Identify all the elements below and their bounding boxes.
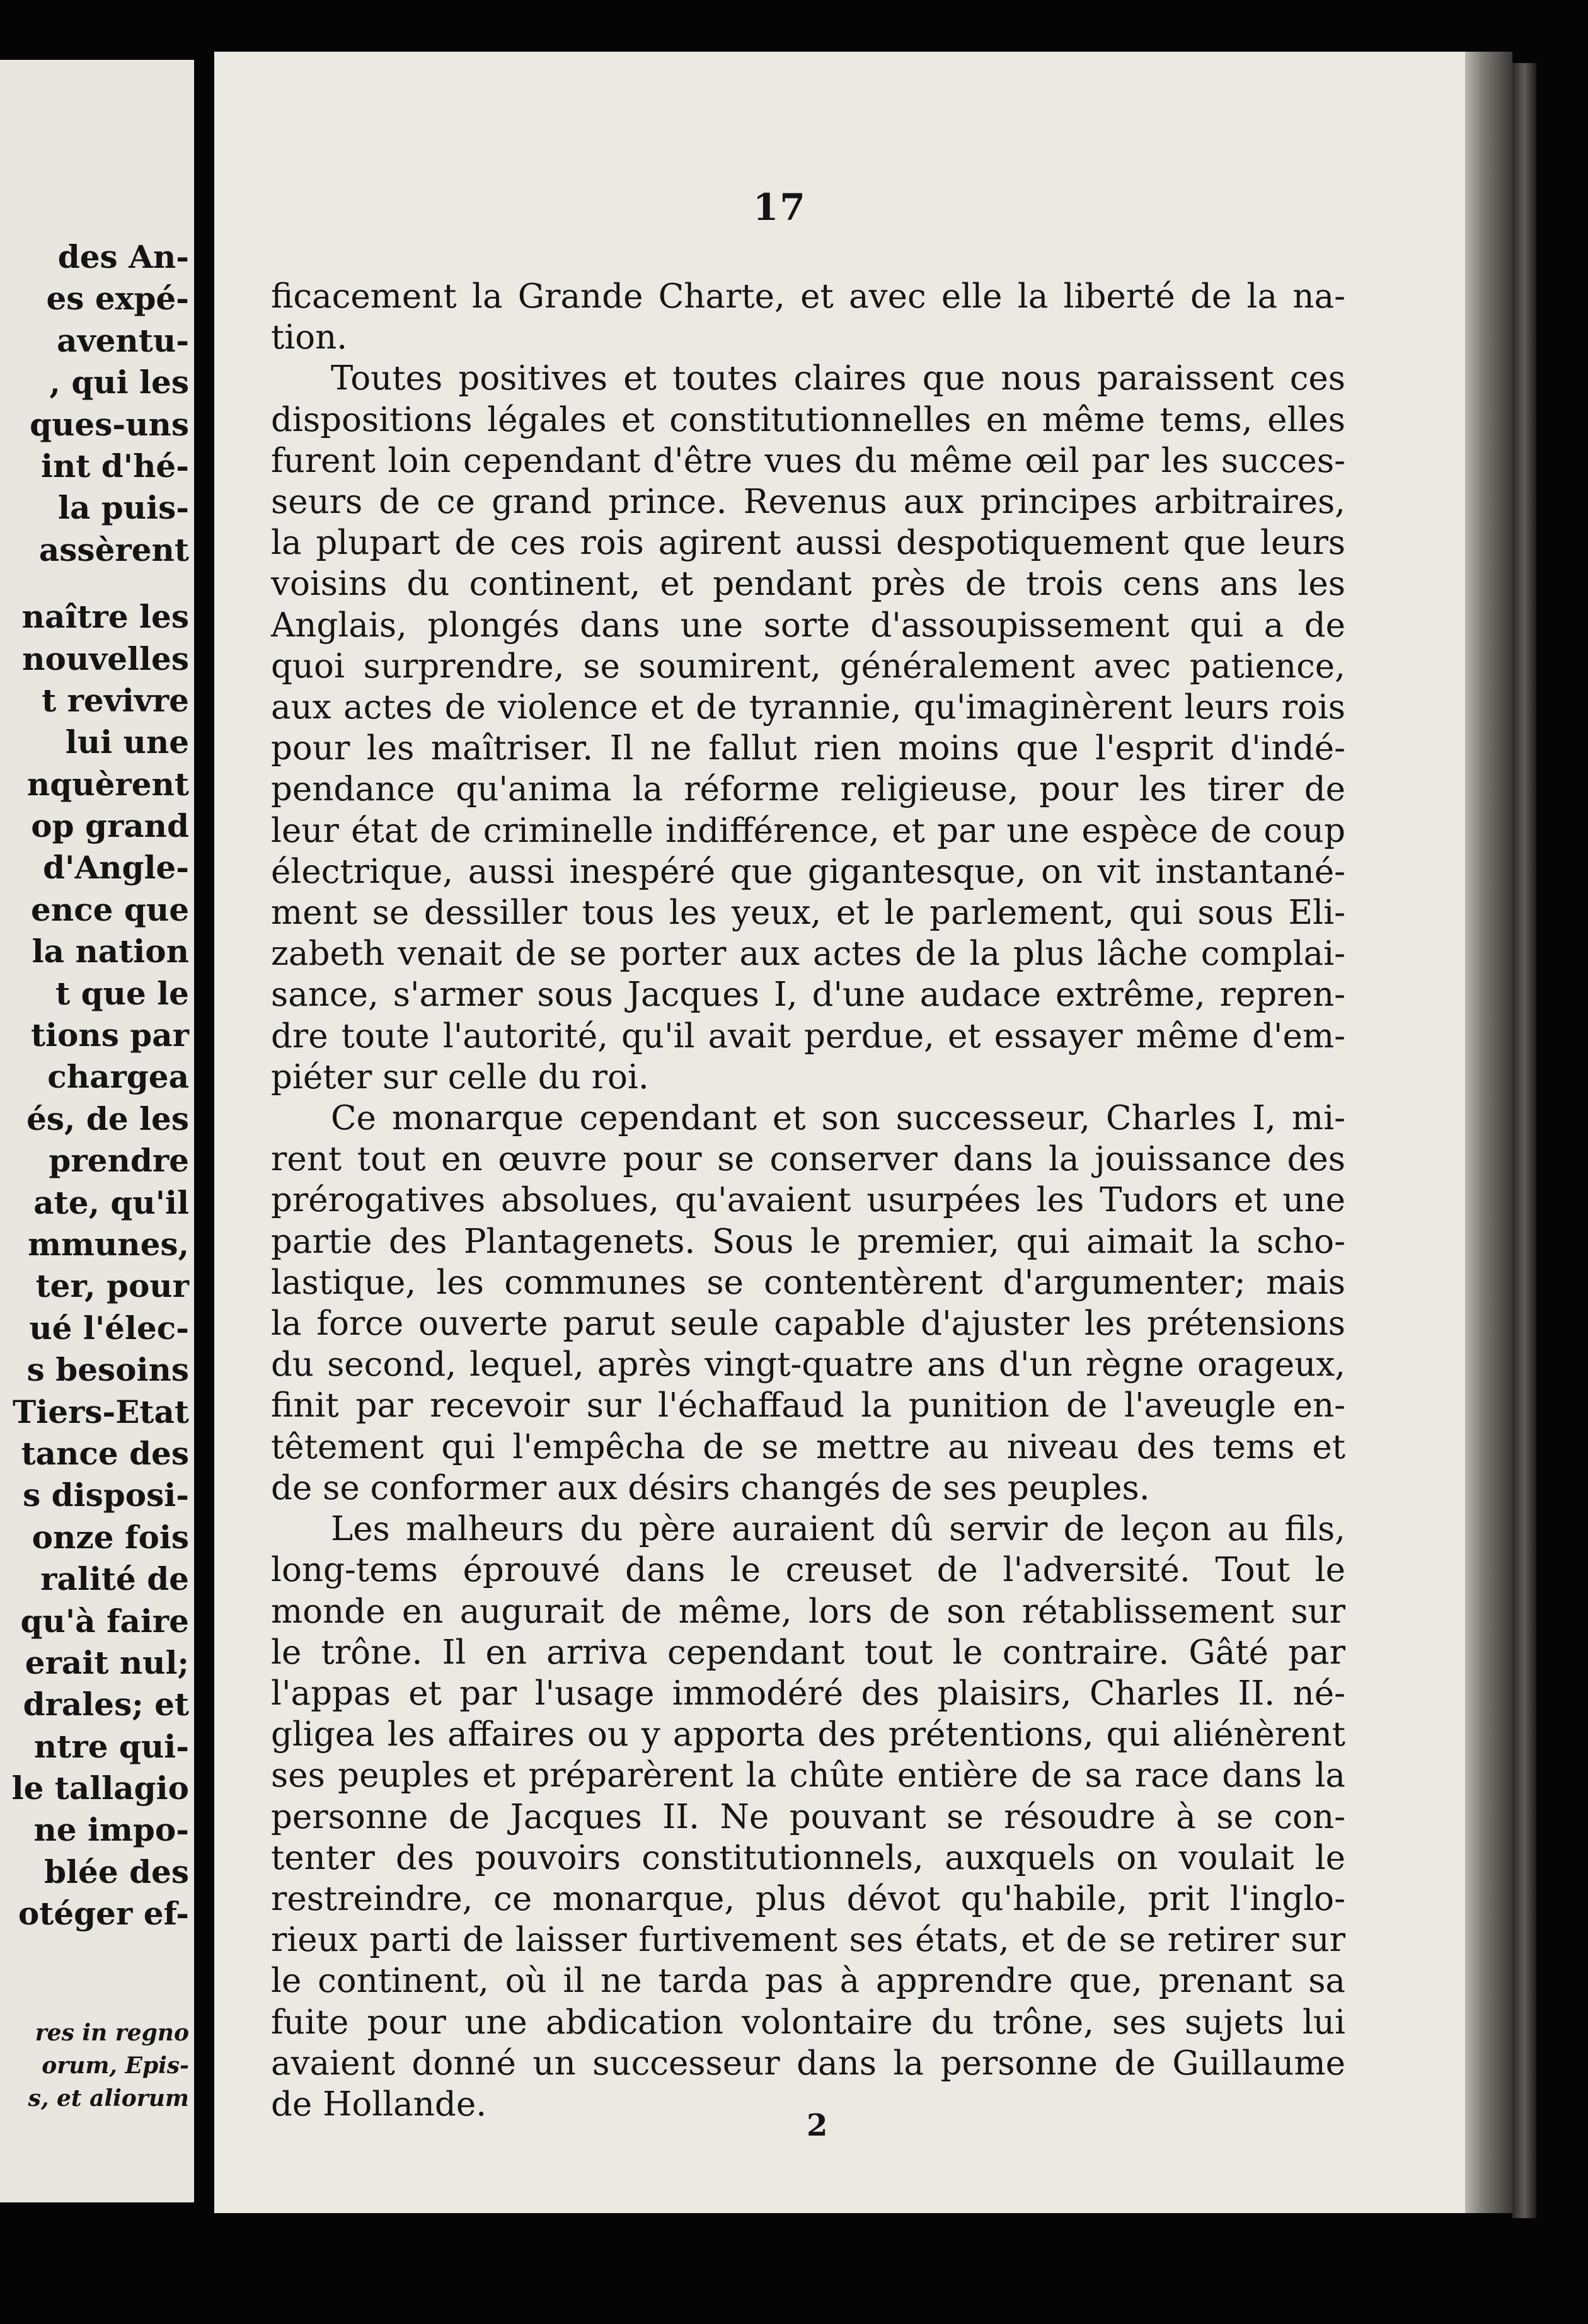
- page-edge-shadow: [1465, 52, 1512, 2213]
- left-page-line: ntre qui-: [33, 1727, 189, 1765]
- text-line: leur état de criminelle indifférence, et par une espèce de coup: [271, 811, 1345, 850]
- left-page-line: otéger ef-: [18, 1895, 189, 1933]
- signature-mark: 2: [807, 2108, 828, 2143]
- left-page-line: es expé-: [46, 280, 189, 318]
- text-line: avaient donné un successeur dans la personne de Guillaume: [271, 2044, 1345, 2083]
- text-line: ficacement la Grande Charte, et avec elle la liberté de la na-: [271, 277, 1345, 316]
- left-page-line: s disposi-: [23, 1476, 189, 1514]
- text-line: Toutes positives et toutes claires que nous paraissent ces: [331, 359, 1345, 398]
- text-line: Ce monarque cependant et son successeur, Charles I, mi-: [331, 1099, 1345, 1138]
- left-page-line: erait nul;: [25, 1643, 189, 1681]
- text-line: Les malheurs du père auraient dû servir de leçon au fils,: [331, 1510, 1345, 1549]
- left-page-line: le tallagio: [11, 1769, 189, 1807]
- text-line: le continent, où il ne tarda pas à apprendre que, prenant sa: [271, 1962, 1345, 2001]
- text-line: partie des Plantagenets. Sous le premier, qui aimait la scho-: [271, 1222, 1345, 1261]
- left-page-text: [12, 236, 189, 1935]
- text-line: de se conformer aux désirs changés de ses peuples.: [271, 1468, 1150, 1507]
- text-line: finit par recevoir sur l'échaffaud la punition de l'aveugle en-: [271, 1386, 1345, 1425]
- left-page-line: des An-: [57, 238, 189, 275]
- book-spine-edge: [1512, 63, 1536, 2218]
- left-page-line: Tiers-Etat: [13, 1393, 189, 1430]
- left-page-line: t que le: [55, 974, 189, 1012]
- text-line: électrique, aussi inespéré que gigantesque, on vit instantané-: [271, 852, 1345, 891]
- body-text: [271, 276, 1345, 2125]
- left-page-footnote: [28, 2016, 189, 2115]
- left-page-line: ter, pour: [35, 1267, 189, 1305]
- text-line: dispositions légales et constitutionnelles en même tems, elles: [271, 400, 1345, 439]
- left-page-line: naître les: [21, 598, 189, 636]
- text-line: pour les maîtriser. Il ne fallut rien moins que l'esprit d'indé-: [271, 729, 1345, 768]
- text-line: personne de Jacques II. Ne pouvant se résoudre à se con-: [271, 1797, 1345, 1836]
- text-line: lastique, les communes se contentèrent d'argumenter; mais: [271, 1263, 1345, 1302]
- text-line: rieux parti de laisser furtivement ses états, et de se retirer sur: [271, 1921, 1345, 1960]
- left-page-fragment: [0, 60, 194, 2202]
- left-page-line: , qui les: [49, 364, 189, 401]
- text-line: restreindre, ce monarque, plus dévot qu'habile, prit l'inglo-: [271, 1879, 1345, 1918]
- text-line: ment se dessiller tous les yeux, et le parlement, qui sous Eli-: [271, 894, 1345, 933]
- text-line: rent tout en œuvre pour se conserver dans la jouissance des: [271, 1140, 1345, 1179]
- left-page-line: ate, qu'il: [33, 1183, 189, 1221]
- text-line: de Hollande.: [271, 2085, 487, 2124]
- text-line: la force ouverte parut seule capable d'ajuster les prétensions: [271, 1304, 1345, 1343]
- text-line: têtement qui l'empêcha de se mettre au niveau des tems et: [271, 1427, 1345, 1466]
- text-line: dre toute l'autorité, qu'il avait perdue, et essayer même d'em-: [271, 1016, 1345, 1056]
- left-page-line: és, de les: [26, 1100, 189, 1137]
- text-line: fuite pour une abdication volontaire du trône, ses sujets lui: [271, 2003, 1345, 2042]
- left-page-line: ne impo-: [33, 1811, 189, 1849]
- left-page-line: qu'à faire: [20, 1602, 189, 1640]
- left-page-line: assèrent: [38, 531, 189, 568]
- left-page-line: int d'hé-: [40, 447, 189, 485]
- text-line: le trône. Il en arriva cependant tout le contraire. Gâté par: [271, 1633, 1345, 1672]
- text-line: la plupart de ces rois agirent aussi despotiquement que leurs: [271, 524, 1345, 563]
- text-line: pendance qu'anima la réforme religieuse, pour les tirer de: [271, 770, 1345, 809]
- left-page-line: drales; et: [23, 1686, 189, 1723]
- left-footnote-line: s, et aliorum: [28, 2085, 189, 2112]
- text-line: aux actes de violence et de tyrannie, qu'imaginèrent leurs rois: [271, 688, 1345, 727]
- text-line: piéter sur celle du roi.: [271, 1057, 649, 1096]
- left-page-line: onze fois: [32, 1518, 189, 1556]
- text-line: tenter des pouvoirs constitutionnels, auxquels on voulait le: [271, 1838, 1345, 1877]
- left-page-line: chargea: [47, 1058, 189, 1096]
- page-number: 17: [753, 186, 807, 229]
- left-page-line: tions par: [30, 1016, 189, 1054]
- left-page-line: t revivre: [42, 681, 189, 719]
- text-line: l'appas et par l'usage immodéré des plaisirs, Charles II. né-: [271, 1674, 1345, 1713]
- text-line: voisins du continent, et pendant près de trois cens ans les: [271, 565, 1345, 604]
- text-line: sance, s'armer sous Jacques I, d'une audace extrême, repren-: [271, 975, 1345, 1015]
- left-page-line: ques-uns: [30, 405, 189, 443]
- left-page-line: op grand: [31, 807, 189, 845]
- text-line: du second, lequel, après vingt-quatre ans d'un règne orageux,: [271, 1345, 1345, 1384]
- left-page-line: ence que: [31, 890, 189, 928]
- text-line: long-tems éprouvé dans le creuset de l'adversité. Tout le: [271, 1551, 1345, 1590]
- text-line: tion.: [271, 318, 348, 357]
- text-line: monde en augurait de même, lors de son rétablissement sur: [271, 1592, 1345, 1631]
- text-line: prérogatives absolues, qu'avaient usurpées les Tudors et une: [271, 1181, 1345, 1220]
- left-page-line: nouvelles: [22, 640, 189, 677]
- left-page-line: d'Angle-: [43, 849, 189, 887]
- left-page-line: la nation: [32, 933, 189, 970]
- left-footnote-line: res in regno: [35, 2020, 189, 2046]
- left-page-line: ralité de: [40, 1560, 189, 1598]
- text-line: zabeth venait de se porter aux actes de la plus lâche complai-: [271, 935, 1345, 974]
- left-page-line: nquèrent: [26, 765, 189, 803]
- text-line: seurs de ce grand prince. Revenus aux principes arbitraires,: [271, 483, 1345, 522]
- text-line: furent loin cependant d'être vues du même œil par les succes-: [271, 441, 1345, 480]
- text-line: gligea les affaires ou y apporta des prétentions, qui aliénèrent: [271, 1715, 1345, 1754]
- left-page-line: aventu-: [57, 321, 189, 359]
- left-page-line: mmunes,: [28, 1225, 189, 1263]
- left-page-line: s besoins: [26, 1351, 189, 1389]
- left-page-line: lui une: [65, 723, 189, 761]
- left-page-line: tance des: [21, 1434, 189, 1472]
- left-page-line: prendre: [49, 1142, 189, 1180]
- left-page-line: ué l'élec-: [29, 1309, 189, 1347]
- text-line: quoi surprendre, se soumirent, généralement avec patience,: [271, 647, 1345, 686]
- text-line: ses peuples et préparèrent la chûte entière de sa race dans la: [271, 1756, 1345, 1795]
- left-page-line: la puis-: [57, 489, 189, 527]
- left-page-line: blée des: [44, 1853, 189, 1890]
- left-footnote-line: orum, Epis-: [42, 2052, 189, 2079]
- text-line: Anglais, plongés dans une sorte d'assoupissement qui a de: [271, 606, 1345, 645]
